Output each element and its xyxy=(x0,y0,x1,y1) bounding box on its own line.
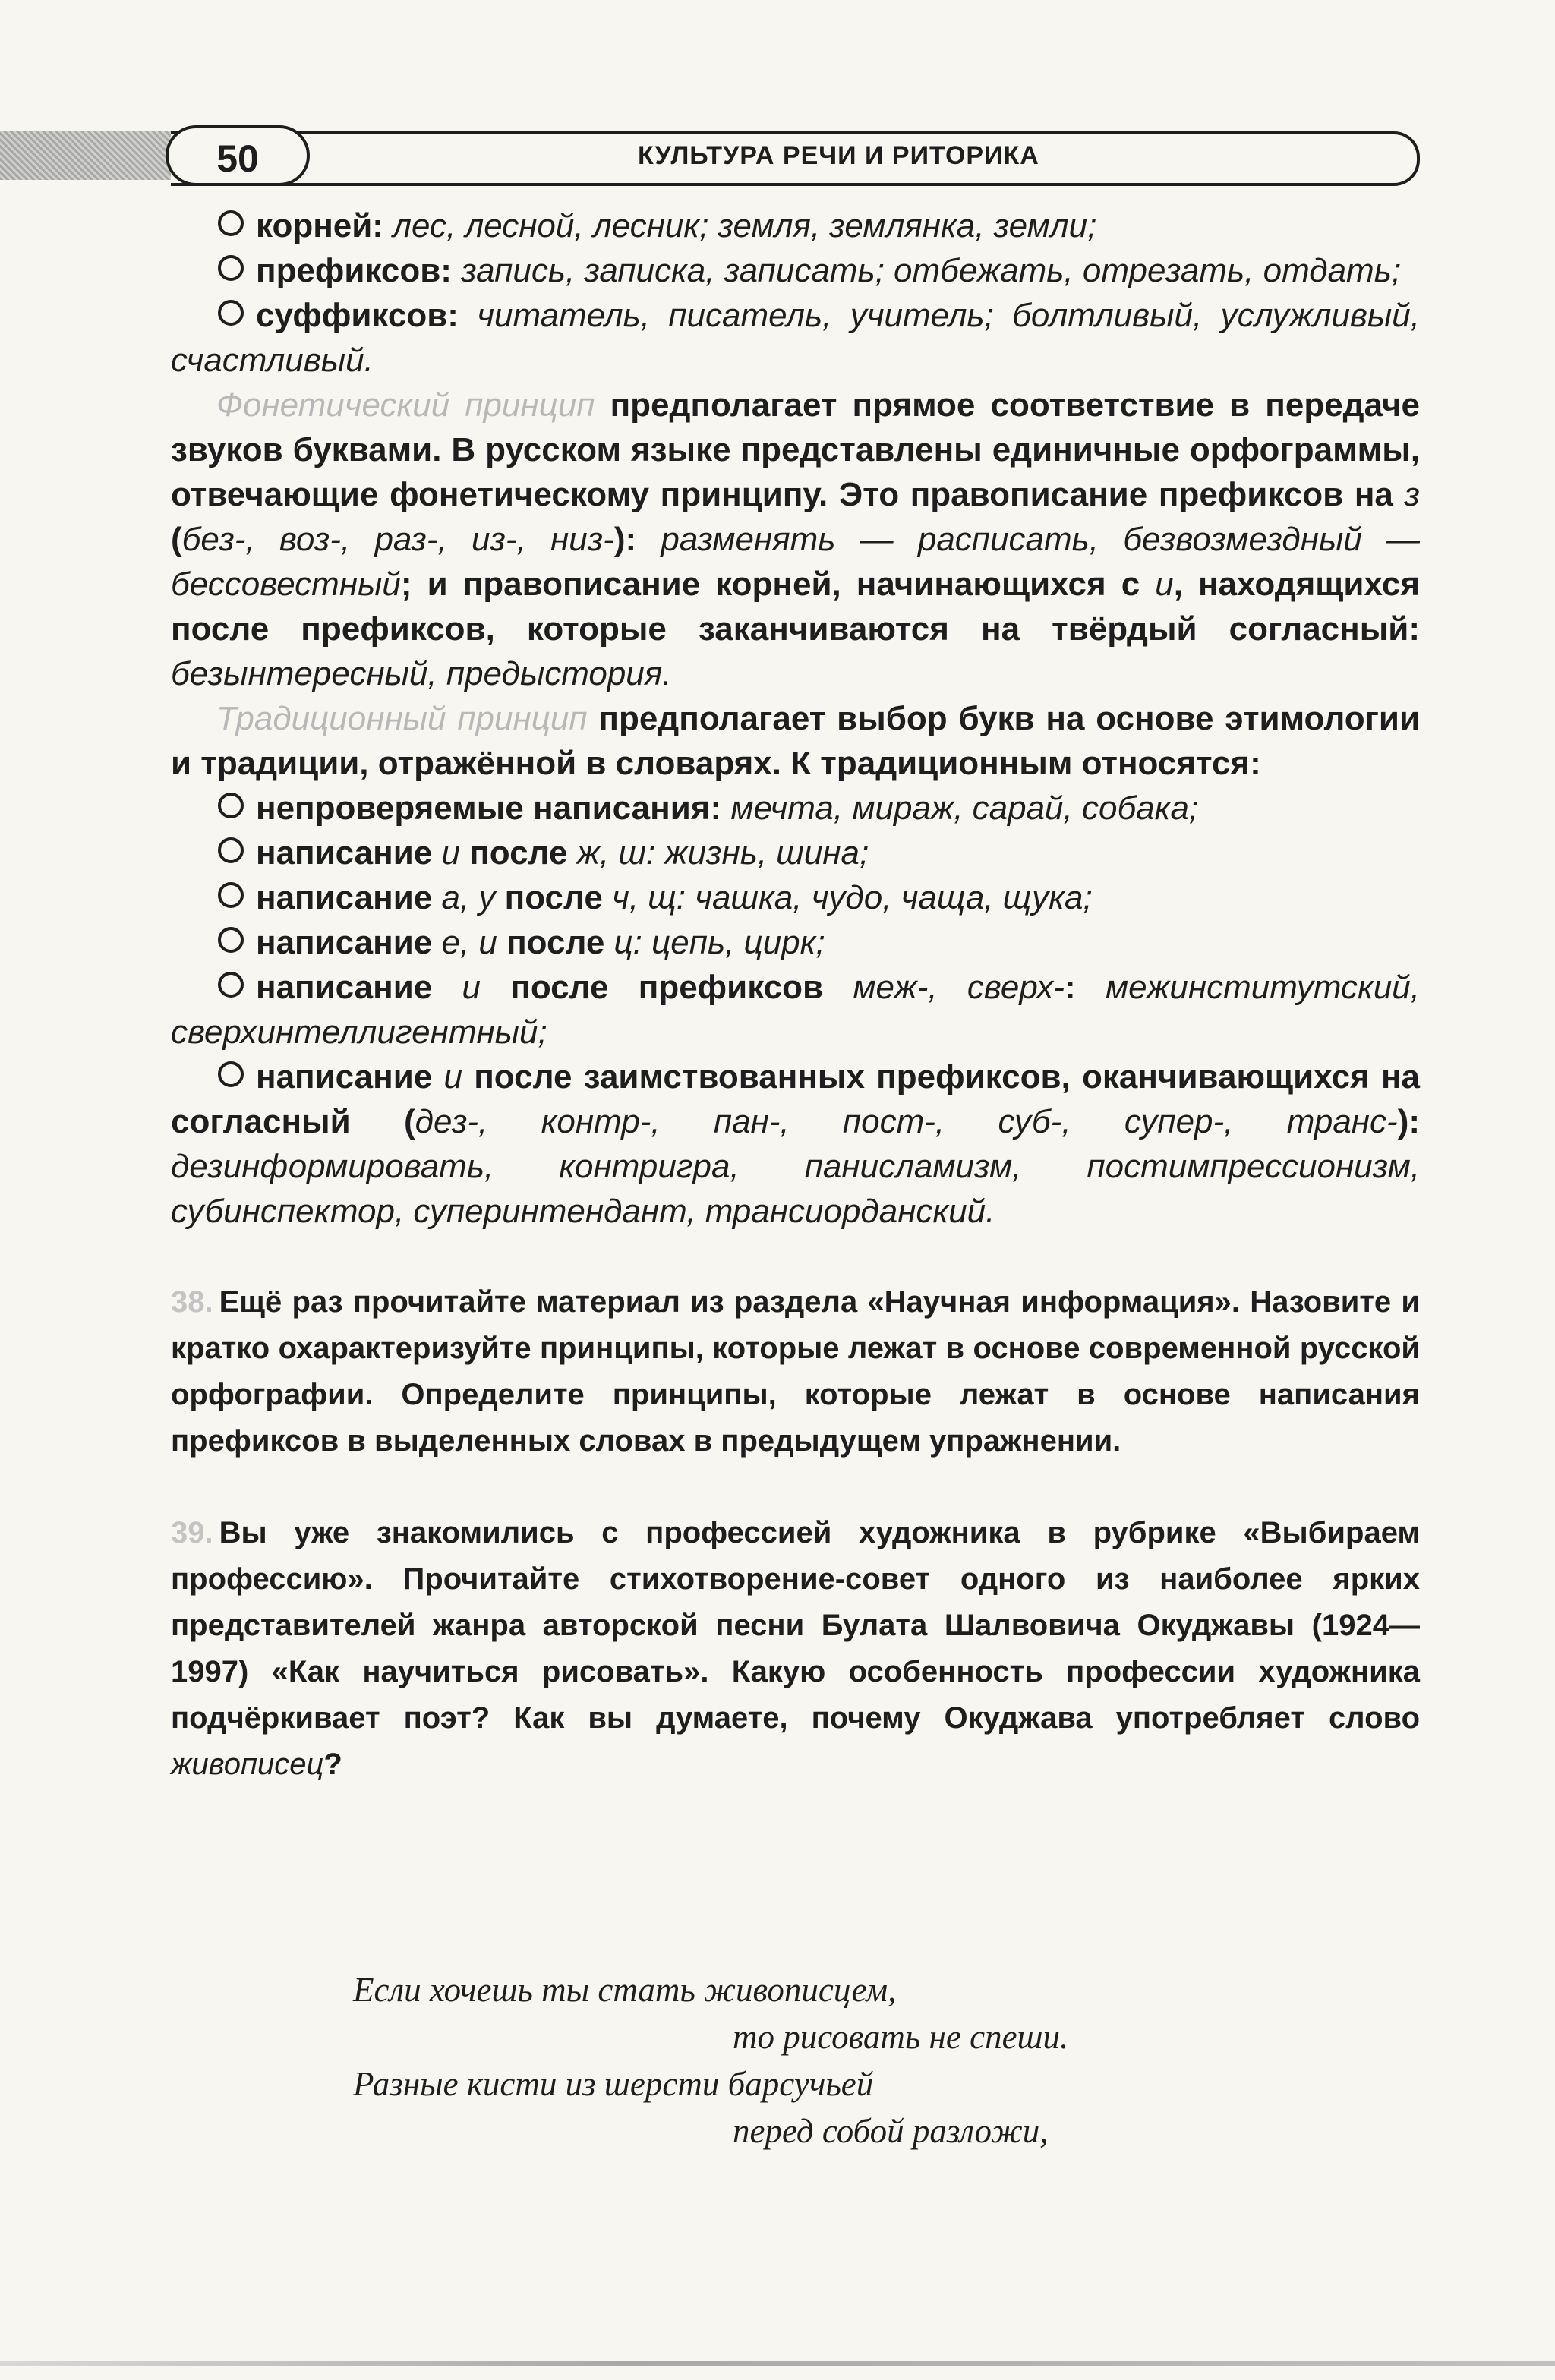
traditional-paragraph xyxy=(171,696,1420,786)
list-label: непроверяемые написания: xyxy=(256,790,731,827)
italic-text: живописец xyxy=(171,1748,324,1781)
text: написание xyxy=(256,834,442,872)
list-examples: запись, записка, записать; отбежать, отрезать, отдать; xyxy=(451,252,1402,289)
exercise-number: 38. xyxy=(171,1285,213,1319)
italic-text: ж, ш: жизнь, шина; xyxy=(576,834,869,872)
italic-text: меж-, сверх- xyxy=(853,969,1065,1006)
circle-bullet-icon xyxy=(218,793,244,818)
text: после xyxy=(497,924,614,961)
text: написание xyxy=(256,879,442,916)
text: ? xyxy=(323,1748,342,1781)
text: написание xyxy=(256,1058,444,1095)
exercise-number: 39. xyxy=(171,1516,213,1549)
poem-line: Если хочешь ты стать живописцем, xyxy=(353,1971,897,2009)
italic-text: и xyxy=(462,969,481,1006)
bottom-rule xyxy=(0,2361,1555,2366)
poem-line: то рисовать не спеши. xyxy=(733,2018,1069,2056)
circle-bullet-icon xyxy=(218,210,244,236)
exercise-text: Ещё раз прочитайте материал из раздела «Научная информация». Назовите и кратко охарактеризуйте принципы, которые лежат в основе современной русской орфографии. Определите принципы, которые лежат в основе написания префиксов в выделенных словах в предыдущем упражнении. xyxy=(171,1285,1420,1458)
list-item xyxy=(171,248,1420,293)
text: ): xyxy=(1397,1103,1420,1140)
list-examples: мечта, мираж, сарай, собака; xyxy=(730,790,1199,827)
header-texture xyxy=(0,131,171,180)
list-item xyxy=(171,293,1420,383)
list-examples: лес, лесной, лесник; земля, землянка, земли; xyxy=(383,207,1097,244)
page-number: 50 xyxy=(166,125,310,186)
text: ): xyxy=(613,521,661,558)
italic-text: и xyxy=(443,1058,462,1095)
list-item xyxy=(171,875,1420,920)
text: предполагает выбор букв на основе этимологии и традиции, отражённой в словарях. К традиционным относятся: xyxy=(171,700,1420,782)
list-label: префиксов: xyxy=(256,252,452,289)
exercise-text: Вы уже знакомились с профессией художника в рубрике «Выбираем профессию». Прочитайте стихотворение-совет одного из наиболее ярких представителей жанра авторской песни Булата Шалвовича Окуджавы (1924—1997) «Как научиться рисовать». Какую особенность профессии художника подчёркивает поэт? Как вы думаете, почему Окуджава употребляет слово xyxy=(171,1516,1420,1735)
list-examples: читатель, писатель, учитель; болтливый, услужливый, счастливый. xyxy=(171,297,1420,379)
traditional-term: Традиционный принцип xyxy=(216,700,588,737)
poem xyxy=(353,1966,1264,2155)
circle-bullet-icon xyxy=(218,972,244,998)
poem-line: перед собой разложи, xyxy=(733,2112,1049,2150)
text: после заимствованных префиксов, оканчивающихся на согласный ( xyxy=(171,1058,1420,1140)
text: ; и правописание корней, начинающихся с xyxy=(400,566,1156,603)
italic-text: а, у xyxy=(441,879,496,916)
list-label: суффиксов: xyxy=(256,297,459,334)
circle-bullet-icon xyxy=(218,1061,244,1087)
italic-text: дезинформировать, контригра, панисламизм, постимпрессионизм, субинспектор, суперинтендант, трансиорданский. xyxy=(171,1148,1420,1230)
list-item xyxy=(171,786,1420,831)
italic-text: без-, воз-, раз-, из-, низ- xyxy=(181,521,614,558)
italic-text: е, и xyxy=(441,924,497,961)
circle-bullet-icon xyxy=(218,255,244,281)
italic-text: и xyxy=(1155,566,1174,603)
list-item xyxy=(171,203,1420,248)
list-item xyxy=(171,1054,1420,1234)
running-title: КУЛЬТУРА РЕЧИ И РИТОРИКА xyxy=(638,141,1039,170)
circle-bullet-icon xyxy=(218,300,244,326)
text: после префиксов xyxy=(481,969,853,1006)
phonetic-paragraph xyxy=(171,383,1420,696)
page-header xyxy=(0,125,1420,186)
italic-text: и xyxy=(441,834,460,872)
phonetic-term: Фонетический принцип xyxy=(216,386,595,424)
exercise-39 xyxy=(171,1510,1420,1788)
italic-text: ц: цепь, цирк; xyxy=(613,924,825,961)
italic-text: межинститутский, сверхинтеллигентный; xyxy=(171,969,1420,1051)
list-label: корней: xyxy=(256,207,383,244)
list-item xyxy=(171,965,1420,1054)
circle-bullet-icon xyxy=(218,927,244,953)
text: : xyxy=(1065,969,1106,1006)
exercise-38 xyxy=(171,1279,1420,1464)
italic-text: ч, щ: чашка, чудо, чаща, щука; xyxy=(612,879,1093,916)
italic-text: з xyxy=(1404,476,1420,513)
text: после xyxy=(459,834,577,872)
list-item xyxy=(171,920,1420,965)
text: предполагает прямое соответствие в передаче звуков буквами. В русском языке представлены единичные орфограммы, отвечающие фонетическому принципу. Это правописание префиксов на xyxy=(171,386,1420,513)
text: написание xyxy=(256,924,442,961)
text: , находящихся после префиксов, которые заканчиваются на твёрдый согласный: xyxy=(171,566,1420,648)
circle-bullet-icon xyxy=(218,837,244,863)
text: после xyxy=(495,879,613,916)
text: ( xyxy=(171,521,182,558)
italic-text: безынтересный, предыстория. xyxy=(171,655,672,692)
circle-bullet-icon xyxy=(218,882,244,908)
italic-text: дез-, контр-, пан-, пост-, суб-, супер-, транс- xyxy=(415,1103,1398,1140)
poem-line: Разные кисти из шерсти барсучьей xyxy=(353,2065,874,2103)
page-body xyxy=(171,203,1420,1788)
italic-text: разменять — расписать, безвозмездный — бессовестный xyxy=(171,521,1421,603)
list-item xyxy=(171,831,1420,875)
text: написание xyxy=(256,969,462,1006)
